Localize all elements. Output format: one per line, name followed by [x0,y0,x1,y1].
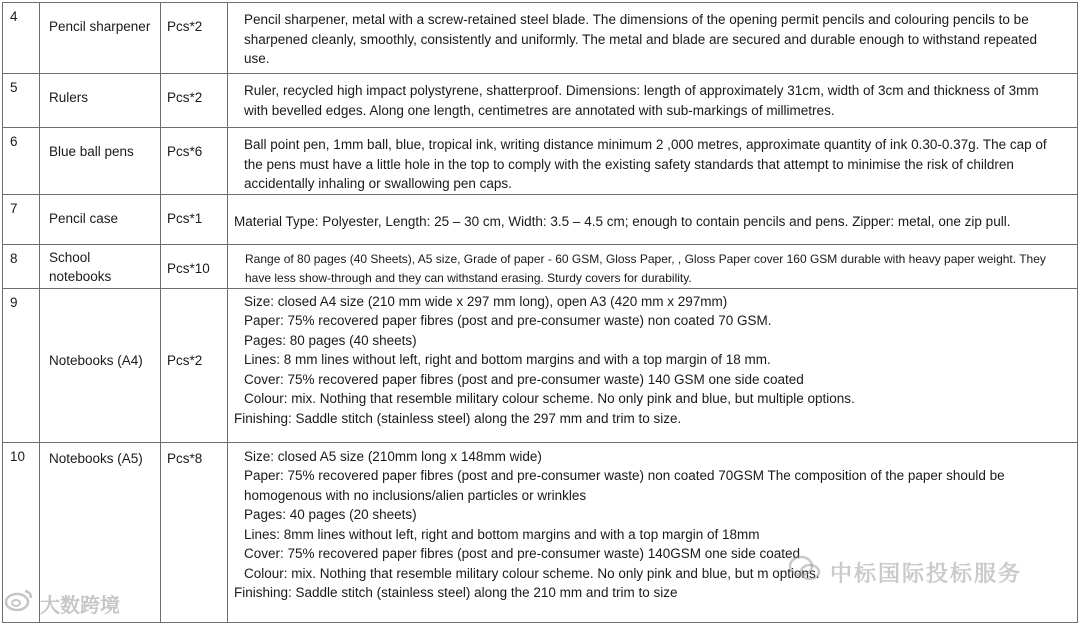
row-number: 8 [10,250,18,266]
finishing-line: Finishing: Saddle stitch (stainless steel) along the 297 mm and trim to size. [234,410,682,426]
description-cell [228,194,1078,244]
size-line: Size: closed A5 size (210mm long x 148mm wide) [244,448,542,464]
size-line: Size: closed A4 size (210 mm wide x 297 mm long), open A3 (420 mm x 297mm) [244,293,728,309]
watermark-left-text: 大数跨境 [40,594,120,617]
pages-line: Pages: 40 pages (20 sheets) [244,507,417,522]
description-cell [228,3,1078,74]
item-name: Blue ball pens [49,144,134,159]
description-line: Ruler, recycled high impact polystyrene, shatterproof. Dimensions: length of approximately 31cm, width of 3cm and thickness of 3mm with bevelled edges. Along one length, centimetres are annotated with sub-markings of millimetres. [244,83,1039,118]
lines-line: Lines: 8mm lines without left, right and bottom margins and with a top margin of 18mm [244,526,760,542]
quantity-cell [161,3,228,74]
row-number: 6 [10,134,18,149]
description-line: Ball point pen, 1mm ball, blue, tropical ink, writing distance minimum 2 ,000 metres, approximate quantity of ink 0.30-0.37g. The cap of the pens must have a little hole in the top to comply with the existing safety standards that attempt to minimise the risk of children accidentally inhaling or swallowing pen caps. [244,137,1047,191]
quantity: Pcs*2 [167,352,203,368]
row-number: 10 [10,448,26,464]
lines-line: Lines: 8 mm lines without left, right and bottom margins and with a top margin of 18 mm. [244,352,771,367]
item-name-cell [40,128,161,195]
row-number: 7 [10,200,18,216]
table-row [3,74,1078,128]
quantity-cell [161,288,228,442]
quantity-cell [161,128,228,195]
row-number-cell [3,194,40,244]
table-row [3,194,1078,244]
watermark-left [4,588,120,618]
description-cell [228,128,1078,195]
wechat-logo-icon [788,554,822,590]
colour-line: Colour: mix. Nothing that resemble military colour scheme. No only pink and blue, but multiple options. [244,391,855,406]
description-line: Material Type: Polyester, Length: 25 – 30 cm, Width: 3.5 – 4.5 cm; enough to contain pencils and pens. Zipper: metal, one zip pull. [234,213,1011,229]
row-number: 9 [10,294,18,310]
cover-line: Cover: 75% recovered paper fibres (post and pre-consumer waste) 140 GSM one side coated [244,371,804,387]
weibo-logo-icon [4,588,34,618]
watermark-right-text: 中标国际投标服务 [830,560,1023,586]
description [228,245,1077,288]
item-name-cell [40,194,161,244]
item-name-cell [40,3,161,74]
item-name-cell [40,288,161,442]
item-name: Pencil case [49,210,119,226]
table-row [3,442,1078,622]
item-name: School notebooks [49,249,112,284]
item-name: Rulers [49,90,89,105]
item-name: Notebooks (A4) [49,352,143,368]
description [228,195,1077,232]
quantity: Pcs*2 [167,19,203,34]
description-cell [228,244,1078,288]
row-number-cell [3,74,40,128]
description-cell [228,74,1078,128]
quantity: Pcs*8 [167,450,203,466]
cover-line: Cover: 75% recovered paper fibres (post and pre-consumer waste) 140GSM one side coated [244,546,801,561]
watermark-right [788,554,1022,590]
colour-line: Colour: mix. Nothing that resemble military colour scheme. No only pink and blue, but m options. [244,565,820,581]
description [228,74,1077,120]
quantity-cell [161,74,228,128]
row-number-cell [3,244,40,288]
description-cell [228,288,1078,442]
item-name-cell [40,244,161,288]
description [228,289,1077,429]
pages-line: Pages: 80 pages (40 sheets) [244,332,417,348]
table-row [3,3,1078,74]
paper-line: Paper: 75% recovered paper fibres (post and pre-consumer waste) non coated 70 GSM. [244,313,772,328]
quantity: Pcs*1 [167,210,203,226]
description-line: Pencil sharpener, metal with a screw-retained steel blade. The dimensions of the opening permit pencils and colouring pencils to be sharpened cleanly, smoothly, consistently and uniformly. The metal and blade are secured and durable enough to withstand repeated use. [244,12,1037,66]
spec-table [2,2,1078,623]
paper-line: Paper: 75% recovered paper fibres (post and pre-consumer waste) non coated 70GSM The composition of the paper should be homogenous with no inclusions/alien particles or wrinkles [244,468,1005,503]
description-line: Range of 80 pages (40 Sheets), A5 size, Grade of paper - 60 GSM, Gloss Paper, , Gloss Paper cover 160 GSM durable with heavy paper weight. They have less show-through and they can withstand erasing. Sturdy covers for durability. [245,251,1046,285]
table-row [3,244,1078,288]
quantity-cell [161,194,228,244]
row-number-cell [3,128,40,195]
description [228,3,1077,69]
quantity-cell [161,442,228,622]
item-name-cell [40,74,161,128]
description-cell [228,442,1078,622]
table-row [3,288,1078,442]
row-number: 5 [10,80,18,95]
description [228,128,1077,194]
table-row [3,128,1078,195]
quantity: Pcs*6 [167,144,203,159]
quantity-cell [161,244,228,288]
item-name: Pencil sharpener [49,19,151,34]
quantity: Pcs*10 [167,260,210,276]
finishing-line: Finishing: Saddle stitch (stainless steel) along the 210 mm and trim to size [234,585,678,600]
item-name: Notebooks (A5) [49,450,143,466]
row-number-cell [3,3,40,74]
row-number: 4 [10,9,18,24]
row-number-cell [3,288,40,442]
quantity: Pcs*2 [167,90,203,105]
